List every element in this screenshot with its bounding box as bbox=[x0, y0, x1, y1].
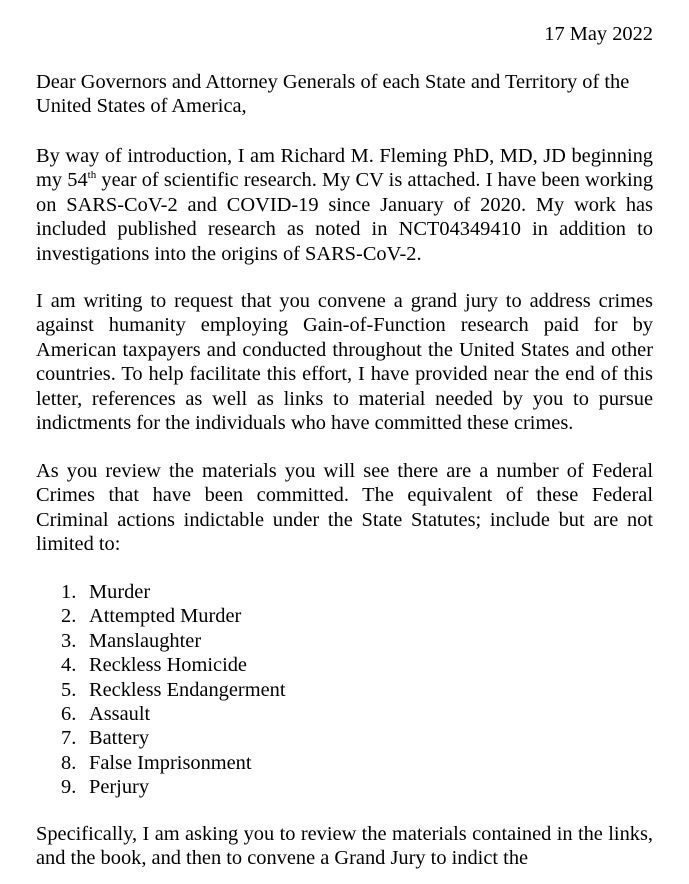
list-item bbox=[61, 653, 285, 677]
list-item-label: Perjury bbox=[89, 776, 150, 799]
intro-text-end: year of scientific research. My CV is attached. I have been working on SARS-CoV-2 and COVID-19 since January of 2020. My work has included published research as noted in NCT04349410 in addition to investigations into the origins of SARS-CoV-2. bbox=[36, 169, 654, 265]
list-item-number: 9. bbox=[61, 776, 77, 799]
list-item-number: 3. bbox=[61, 629, 77, 652]
list-item-label: Manslaughter bbox=[89, 629, 202, 652]
list-item-number: 2. bbox=[61, 605, 77, 628]
list-item-label: Battery bbox=[89, 727, 150, 750]
salutation: Dear Governors and Attorney Generals of each State and Territory of the United States of America, bbox=[36, 71, 630, 118]
letter-date: 17 May 2022 bbox=[544, 23, 653, 45]
request-paragraph: I am writing to request that you convene a grand jury to address crimes against humanity employing Gain-of-Function research paid for by American taxpayers and conducted throughout the United States and other countries. To help facilitate this effort, I have provided near the end of this letter, references as well as links to material needed by you to pursue indictments for the individuals who have committed these crimes. bbox=[36, 290, 653, 435]
intro-paragraph bbox=[36, 144, 653, 266]
list-item bbox=[61, 702, 285, 726]
ordinal-superscript: th bbox=[87, 168, 97, 181]
list-item-label: Attempted Murder bbox=[89, 605, 242, 628]
list-item bbox=[61, 726, 285, 750]
list-item bbox=[61, 775, 285, 799]
list-item bbox=[61, 629, 285, 653]
list-item-number: 1. bbox=[61, 581, 77, 603]
list-item bbox=[61, 751, 285, 775]
list-item-number: 5. bbox=[61, 678, 77, 701]
list-item-label: Murder bbox=[89, 581, 151, 603]
list-item-label: Reckless Endangerment bbox=[89, 678, 286, 701]
list-item bbox=[61, 604, 285, 628]
crimes-intro-paragraph: As you review the materials you will see there are a number of Federal Crimes that have been committed. The equivalent of these Federal Criminal actions indictable under the State Statutes; include but are not limited to: bbox=[36, 460, 653, 556]
list-item bbox=[61, 678, 285, 702]
list-item-number: 8. bbox=[61, 751, 77, 774]
list-item-number: 6. bbox=[61, 702, 77, 725]
list-item-number: 7. bbox=[61, 727, 77, 750]
crime-list bbox=[61, 580, 285, 800]
list-item-number: 4. bbox=[61, 654, 77, 677]
intro-text-start: By way of introduction, I am Richard M. Fleming PhD, MD, JD beginning my 54 bbox=[36, 145, 653, 192]
closing-paragraph: Specifically, I am asking you to review the materials contained in the links, and the book, and then to convene a Grand Jury to indict the bbox=[36, 823, 653, 870]
list-item-label: Reckless Homicide bbox=[89, 654, 247, 677]
list-item-label: False Imprisonment bbox=[89, 751, 252, 774]
list-item-label: Assault bbox=[89, 702, 151, 725]
list-item bbox=[61, 580, 285, 604]
